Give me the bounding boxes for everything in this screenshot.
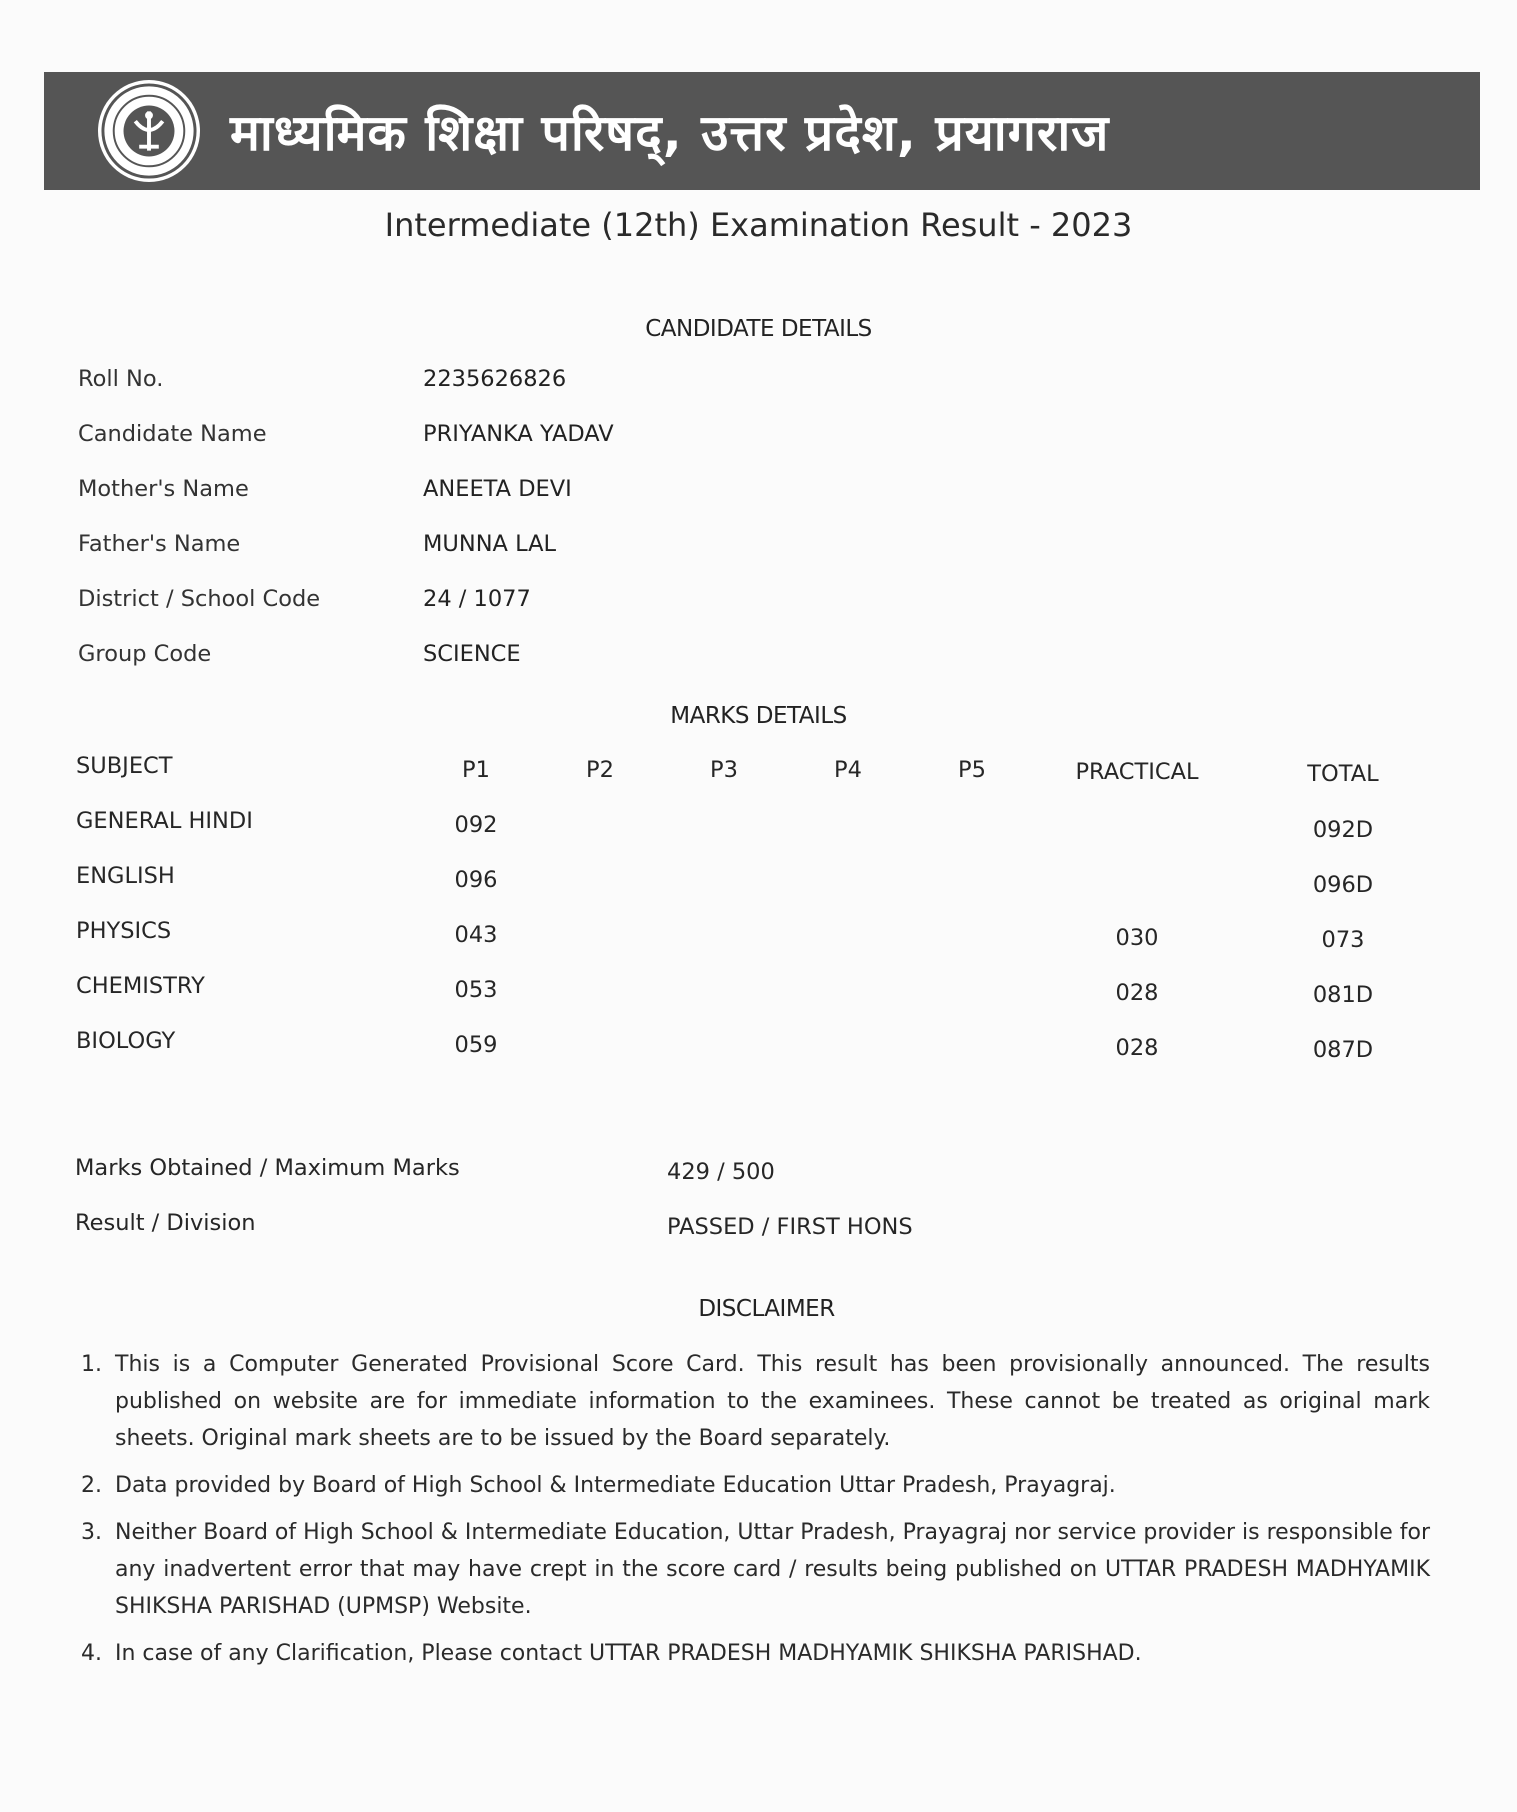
exam-title: Intermediate (12th) Examination Result - 2023: [384, 206, 1133, 244]
subject-cell: GENERAL HINDI: [76, 808, 253, 834]
item-number: 4.: [81, 1641, 102, 1666]
field-label: Mother's Name: [78, 476, 249, 502]
col-subject: SUBJECT: [76, 753, 173, 779]
field-value: MUNNA LAL: [423, 531, 557, 557]
field-value: SCIENCE: [423, 641, 521, 667]
p1-cell: 043: [454, 922, 498, 948]
result-division-label: Result / Division: [75, 1210, 256, 1236]
field-value: 24 / 1077: [423, 586, 531, 612]
list-item: [75, 1514, 1430, 1625]
result-division-value: PASSED / FIRST HONS: [667, 1214, 913, 1240]
total-cell: 092D: [1312, 817, 1374, 843]
list-item: [75, 1635, 1430, 1672]
item-number: 3.: [81, 1520, 102, 1545]
item-number: 2.: [81, 1473, 102, 1498]
field-label: Roll No.: [78, 366, 164, 392]
item-number: 1.: [81, 1352, 102, 1377]
practical-cell: 028: [1115, 980, 1159, 1006]
total-cell: 087D: [1312, 1037, 1374, 1063]
practical-cell: 028: [1115, 1035, 1159, 1061]
upmsp-emblem-icon: [98, 80, 200, 182]
item-text: Neither Board of High School & Intermediate Education, Uttar Pradesh, Prayagraj nor service provider is responsible for any inadvertent error that may have crept in the score card / results being published on UTTAR PRADESH MADHYAMIK SHIKSHA PARISHAD (UPMSP) Website.: [115, 1520, 1430, 1619]
list-item: [75, 1346, 1430, 1457]
marks-obtained-label: Marks Obtained / Maximum Marks: [75, 1155, 460, 1181]
marks-details-heading: MARKS DETAILS: [670, 703, 847, 729]
item-text: In case of any Clarification, Please contact UTTAR PRADESH MADHYAMIK SHIKSHA PARISHAD.: [115, 1641, 1142, 1666]
p1-cell: 059: [454, 1032, 498, 1058]
total-cell: 073: [1321, 927, 1365, 953]
subject-cell: PHYSICS: [76, 918, 172, 944]
subject-cell: CHEMISTRY: [76, 973, 205, 999]
marks-obtained-value: 429 / 500: [667, 1159, 775, 1185]
total-cell: 096D: [1312, 872, 1374, 898]
total-cell: 081D: [1312, 982, 1374, 1008]
field-value: ANEETA DEVI: [423, 476, 572, 502]
p1-cell: 092: [454, 812, 498, 838]
col-p1: P1: [462, 757, 490, 783]
field-value: PRIYANKA YADAV: [423, 421, 614, 447]
disclaimer-heading: DISCLAIMER: [698, 1296, 835, 1322]
org-title: माध्यमिक शिक्षा परिषद्, उत्तर प्रदेश, प्रयागराज: [230, 104, 1110, 162]
p1-cell: 053: [454, 977, 498, 1003]
col-p5: P5: [958, 757, 986, 783]
practical-cell: 030: [1115, 925, 1159, 951]
field-label: Group Code: [78, 641, 212, 667]
col-practical: PRACTICAL: [1075, 759, 1199, 785]
item-text: Data provided by Board of High School & Intermediate Education Uttar Pradesh, Prayagraj.: [115, 1473, 1116, 1498]
disclaimer-list: [75, 1346, 1430, 1682]
field-label: District / School Code: [78, 586, 321, 612]
field-label: Father's Name: [78, 531, 241, 557]
field-value: 2235626826: [423, 366, 567, 392]
header-bar: [44, 72, 1480, 190]
col-p3: P3: [710, 757, 738, 783]
candidate-details-heading: CANDIDATE DETAILS: [645, 316, 872, 342]
col-p4: P4: [834, 757, 862, 783]
item-text: This is a Computer Generated Provisional Score Card. This result has been provisionally announced. The results published on website are for immediate information to the examinees. These cannot be treated as original mark sheets. Original mark sheets are to be issued by the Board separately.: [115, 1352, 1430, 1451]
subject-cell: BIOLOGY: [76, 1028, 176, 1054]
field-label: Candidate Name: [78, 421, 267, 447]
col-total: TOTAL: [1307, 761, 1379, 787]
subject-cell: ENGLISH: [76, 863, 175, 889]
list-item: [75, 1467, 1430, 1504]
col-p2: P2: [586, 757, 614, 783]
p1-cell: 096: [454, 867, 498, 893]
